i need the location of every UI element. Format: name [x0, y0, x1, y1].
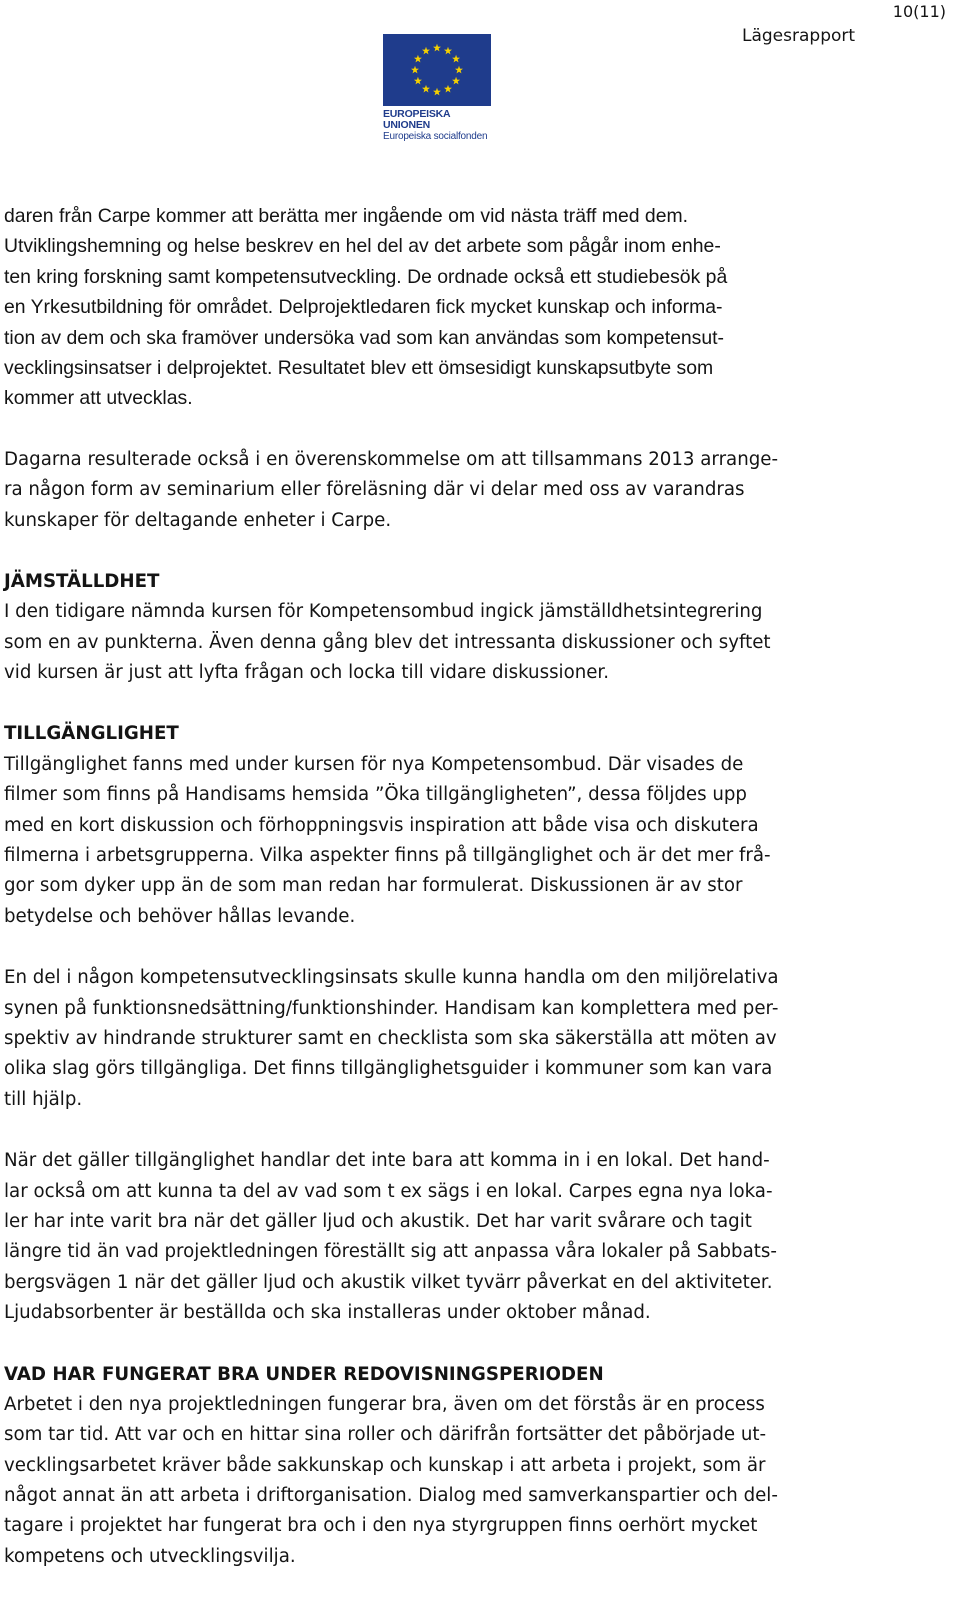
text-line: Ljudabsorbenter är beställda och ska installeras under oktober månad.: [4, 1302, 651, 1324]
document-body: [4, 201, 944, 1572]
text-line: vecklingsarbetet kräver både sakkunskap och kunskap i att arbeta i projekt, som är: [4, 1454, 766, 1476]
text-line: tion av dem och ska framöver undersöka vad som kan användas som kompetensut-: [4, 326, 724, 349]
text-line: Arbetet i den nya projektledningen fungerar bra, även om det förstås är en process: [4, 1393, 765, 1415]
report-title: Lägesrapport: [742, 26, 856, 46]
text-line: tagare i projektet har fungerat bra och i den nya styrgruppen finns oerhört mycket: [4, 1515, 758, 1537]
text-line: En del i någon kompetensutvecklingsinsats skulle kunna handla om den miljörelativa: [4, 967, 779, 989]
logo-line-2: Europeiska socialfonden: [383, 131, 488, 142]
heading-what-worked: VAD HAR FUNGERAT BRA UNDER REDOVISNINGSPERIODEN: [4, 1363, 604, 1385]
text-line: ten kring forskning samt kompetensutveckling. De ordnade också ett studiebesök på: [4, 265, 728, 288]
text-line: ra någon form av seminarium eller föreläsning där vi delar med oss av varandras: [4, 479, 745, 501]
text-line: kunskaper för deltagande enheter i Carpe.: [4, 509, 392, 531]
heading-equality: JÄMSTÄLLDHET: [4, 570, 160, 592]
text-line: något annat än att arbeta i driftorganisation. Dialog med samverkanspartier och del-: [4, 1485, 778, 1507]
text-line: kommer att utvecklas.: [4, 387, 193, 410]
text-line: längre tid än vad projektledningen föreställt sig att anpassa våra lokaler på Sabbats-: [4, 1241, 777, 1263]
text-line: med en kort diskussion och förhoppningsvis inspiration att både visa och diskutera: [4, 814, 759, 836]
text-line: vecklingsinsatser i delprojektet. Resultatet blev ett ömsesidigt kunskapsutbyte som: [4, 356, 714, 379]
text-line: bergsvägen 1 när det gäller ljud och akustik vilket tyvärr påverkat en del aktiviteter.: [4, 1271, 773, 1293]
eu-logo: [383, 34, 498, 142]
text-line: filmer som finns på Handisams hemsida ”Öka tillgängligheten”, dessa följdes upp: [4, 784, 747, 806]
logo-line-1: EUROPEISKA UNIONEN: [383, 108, 451, 131]
text-line: synen på funktionsnedsättning/funktionshinder. Handisam kan komplettera med per-: [4, 997, 779, 1019]
text-line: till hjälp.: [4, 1088, 83, 1110]
eu-flag-icon: [383, 34, 491, 106]
section-what-worked: [4, 1360, 944, 1573]
text-line: spektiv av hindrande strukturer samt en checklista som ska säkerställa att möten av: [4, 1027, 777, 1049]
text-line: lar också om att kunna ta del av vad som t ex sägs i en lokal. Carpes egna nya loka-: [4, 1180, 773, 1202]
text-line: vid kursen är just att lyfta frågan och locka till vidare diskussioner.: [4, 662, 610, 684]
text-line: gor som dyker upp än de som man redan har formulerat. Diskussionen är av stor: [4, 875, 743, 897]
text-line: Utviklingshemning og helse beskrev en hel del av det arbete som pågår inom enhe-: [4, 235, 721, 258]
text-line: som en av punkterna. Även denna gång blev det intressanta diskussioner och syftet: [4, 631, 771, 653]
text-line: filmerna i arbetsgrupperna. Vilka aspekter finns på tillgänglighet och är det mer frå-: [4, 845, 771, 867]
text-line: När det gäller tillgänglighet handlar det inte bara att komma in i en lokal. Det hand-: [4, 1150, 770, 1172]
paragraph-premises: [4, 1146, 944, 1328]
text-line: Tillgänglighet fanns med under kursen för nya Kompetensombud. Där visades de: [4, 753, 744, 775]
text-line: betydelse och behöver hållas levande.: [4, 905, 356, 927]
page-number: 10(11): [892, 2, 946, 21]
paragraph-agreement: [4, 445, 944, 536]
text-line: som tar tid. Att var och en hittar sina roller och därifrån fortsätter det påbörjade ut-: [4, 1424, 767, 1446]
text-line: ler har inte varit bra när det gäller ljud och akustik. Det har varit svårare och tagit: [4, 1210, 752, 1232]
text-line: I den tidigare nämnda kursen för Kompetensombud ingick jämställdhetsintegrering: [4, 601, 763, 623]
heading-accessibility: TILLGÄNGLIGHET: [4, 723, 179, 745]
section-accessibility: [4, 719, 944, 932]
paragraph-intro: [4, 201, 944, 414]
text-line: Dagarna resulterade också i en överenskommelse om att tillsammans 2013 arrange-: [4, 448, 779, 470]
text-line: kompetens och utvecklingsvilja.: [4, 1545, 296, 1567]
section-equality: [4, 567, 944, 689]
text-line: olika slag görs tillgängliga. Det finns tillgänglighetsguider i kommuner som kan vara: [4, 1058, 773, 1080]
paragraph-competence: [4, 963, 944, 1115]
text-line: daren från Carpe kommer att berätta mer ingående om vid nästa träff med dem.: [4, 205, 689, 227]
text-line: en Yrkesutbildning för området. Delprojektledaren fick mycket kunskap och informa-: [4, 296, 723, 319]
